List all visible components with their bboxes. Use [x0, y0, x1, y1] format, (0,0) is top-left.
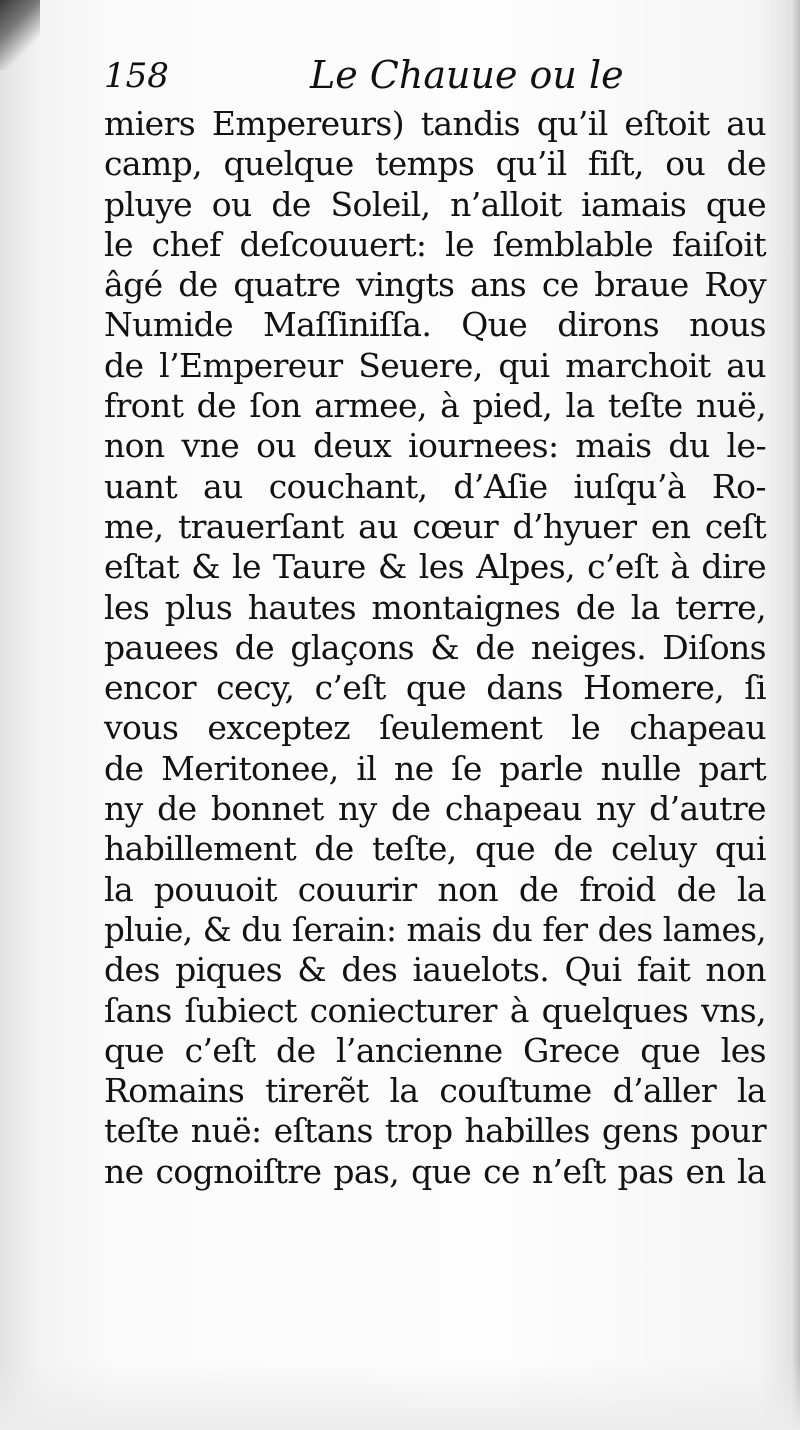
- text-line: le chef deſcouuert: le ſemblable faiſoit: [104, 224, 766, 264]
- text-line: pauees de glaçons & de neiges. Diſons: [104, 627, 766, 667]
- text-line: camp, quelque temps qu’il fiſt, ou de: [104, 144, 766, 184]
- page-corner-shadow: [0, 0, 40, 70]
- text-line: non vne ou deux iournees: mais du le-: [104, 426, 766, 466]
- body-text: [104, 104, 766, 1192]
- text-line: miers Empereurs) tandis qu’il eſtoit au: [104, 104, 766, 143]
- text-line: front de ſon armee, à pied, la teſte nuë,: [104, 386, 766, 426]
- text-line: habillement de teſte, que de celuy qui: [104, 829, 766, 869]
- text-line: Numide Maſſiniſſa. Que dirons nous: [104, 305, 766, 345]
- page-bottom-margin: [0, 1360, 800, 1430]
- text-line: âgé de quatre vingts ans ce braue Roy: [104, 265, 766, 305]
- text-line: Romains tirerẽt la couſtume d’aller la: [104, 1071, 766, 1111]
- text-line: pluye ou de Soleil, n’alloit iamais que: [104, 184, 766, 224]
- text-line: que c’eſt de l’ancienne Grece que les: [104, 1030, 766, 1070]
- text-line: la pouuoit couurir non de froid de la: [104, 869, 766, 909]
- text-line: les plus hautes montaignes de la terre,: [104, 587, 766, 627]
- page-header: [104, 46, 664, 106]
- text-line: teſte nuë: eſtans trop habilles gens pour: [104, 1111, 766, 1151]
- running-title: Le Chauue ou le: [310, 53, 624, 97]
- text-line: encor cecy, c’eſt que dans Homere, ſi: [104, 668, 766, 708]
- page-number: 158: [104, 56, 169, 96]
- page-binding-edge: [792, 0, 800, 1430]
- text-line: me, trauerſant au cœur d’hyuer en ceſt: [104, 506, 766, 546]
- text-line: eſtat & le Taure & les Alpes, c’eſt à dire: [104, 547, 766, 587]
- text-line: de Meritonee, il ne ſe parle nulle part: [104, 748, 766, 788]
- text-line: uant au couchant, d’Aſie iuſqu’à Ro-: [104, 466, 766, 506]
- text-line: pluie, & du ſerain: mais du fer des lames,: [104, 910, 766, 949]
- text-line: ſans ſubiect coniecturer à quelques vns,: [104, 990, 766, 1030]
- text-line: de l’Empereur Seuere, qui marchoit au: [104, 345, 766, 385]
- text-line: ne cognoiſtre pas, que ce n’eſt pas en la: [104, 1151, 766, 1191]
- text-line: vous exceptez ſeulement le chapeau: [104, 708, 766, 748]
- text-line: des piques & des iauelots. Qui fait non: [104, 950, 766, 990]
- text-line: ny de bonnet ny de chapeau ny d’autre: [104, 789, 766, 829]
